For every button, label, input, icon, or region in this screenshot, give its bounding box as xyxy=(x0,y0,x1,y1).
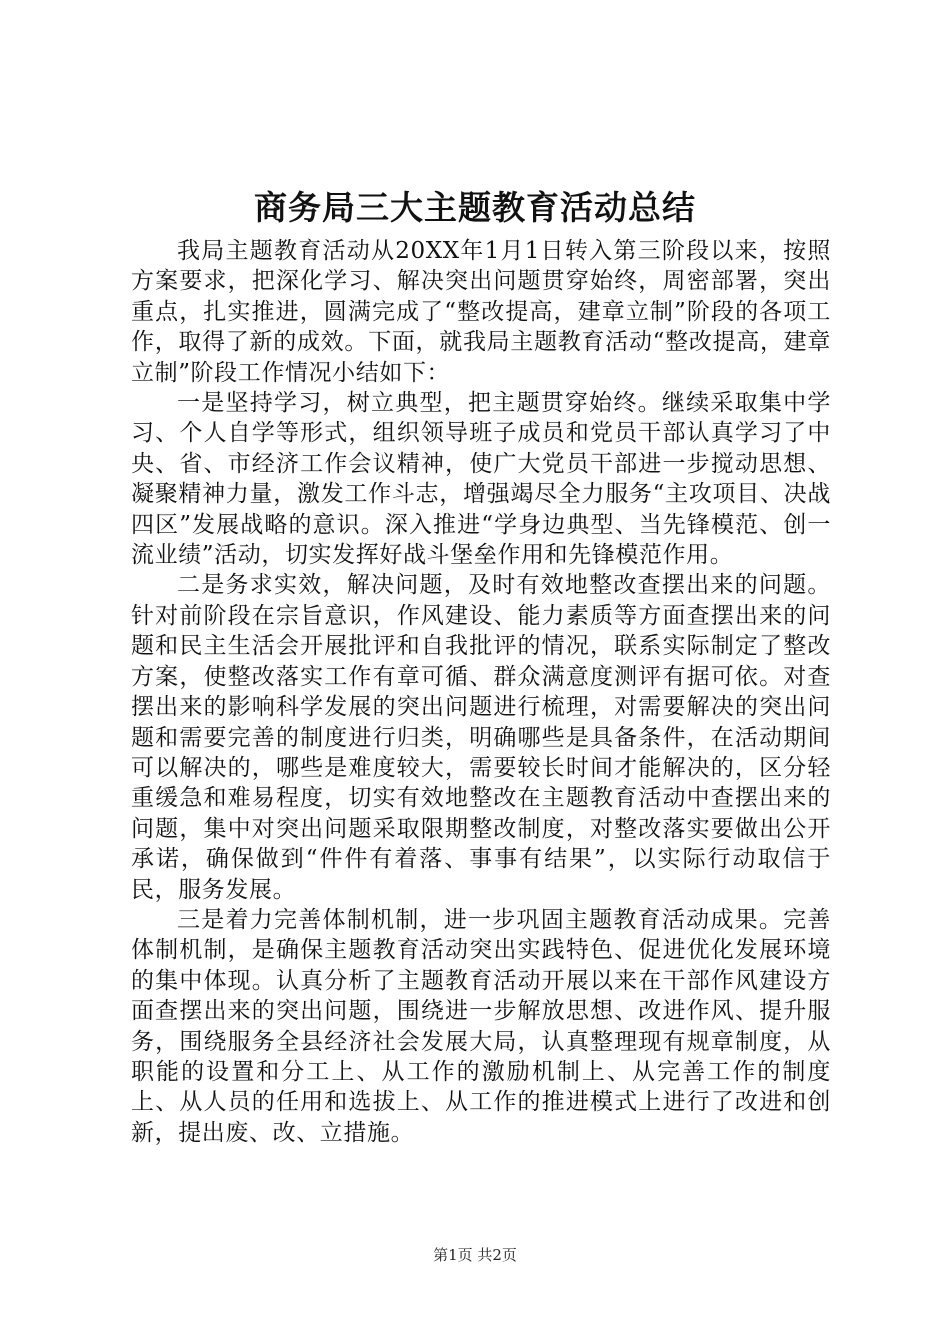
document-title: 商务局三大主题教育活动总结 xyxy=(254,188,696,227)
paragraph-intro: 我局主题教育活动从20XX年1月1日转入第三阶段以来，按照方案要求，把深化学习、解决突出问题贯穿始终，周密部署，突出重点，扎实推进，圆满完成了“整改提高，建章立制”阶段的各项工作，取得了新的成效。下面，就我局主题教育活动“整改提高，建章立制”阶段工作情况小结如下： xyxy=(131,238,831,386)
paragraph-point-one: 一是坚持学习，树立典型，把主题贯穿始终。继续采取集中学习、个人自学等形式，组织领导班子成员和党员干部认真学习了中央、省、市经济工作会议精神，使广大党员干部进一步搅动思想、凝聚精神力量，激发工作斗志，增强竭尽全力服务“主攻项目、决战四区”发展战略的意识。深入推进“学身边典型、当先锋模范、创一流业绩”活动，切实发挥好战斗堡垒作用和先锋模范作用。 xyxy=(131,390,831,569)
page-footer: 第1页 共2页 xyxy=(433,1246,517,1264)
paragraph-point-two: 二是务求实效，解决问题，及时有效地整改查摆出来的问题。针对前阶段在宗旨意识，作风建设、能力素质等方面查摆出来的问题和民主生活会开展批评和自我批评的情况，联系实际制定了整改方案，使整改落实工作有章可循、群众满意度测评有据可依。对查摆出来的影响科学发展的突出问题进行梳理，对需要解决的突出问题和需要完善的制度进行归类，明确哪些是具备条件，在活动期间可以解决的，哪些是难度较大，需要较长时间才能解决的，区分轻重缓急和难易程度，切实有效地整改在主题教育活动中查摆出来的问题，集中对突出问题采取限期整改制度，对整改落实要做出公开承诺，确保做到“件件有着落、事事有结果”，以实际行动取信于民，服务发展。 xyxy=(131,572,831,903)
paragraph-point-three: 三是着力完善体制机制，进一步巩固主题教育活动成果。完善体制机制，是确保主题教育活动突出实践特色、促进优化发展环境的集中体现。认真分析了主题教育活动开展以来在干部作风建设方面查摆出来的突出问题，围绕进一步解放思想、改进作风、提升服务，围绕服务全县经济社会发展大局，认真整理现有规章制度，从职能的设置和分工上、从工作的激励机制上、从完善工作的制度上、从人员的任用和选拔上、从工作的推进模式上进行了改进和创新，提出废、改、立措施。 xyxy=(131,906,831,1146)
document-body xyxy=(131,236,831,1148)
